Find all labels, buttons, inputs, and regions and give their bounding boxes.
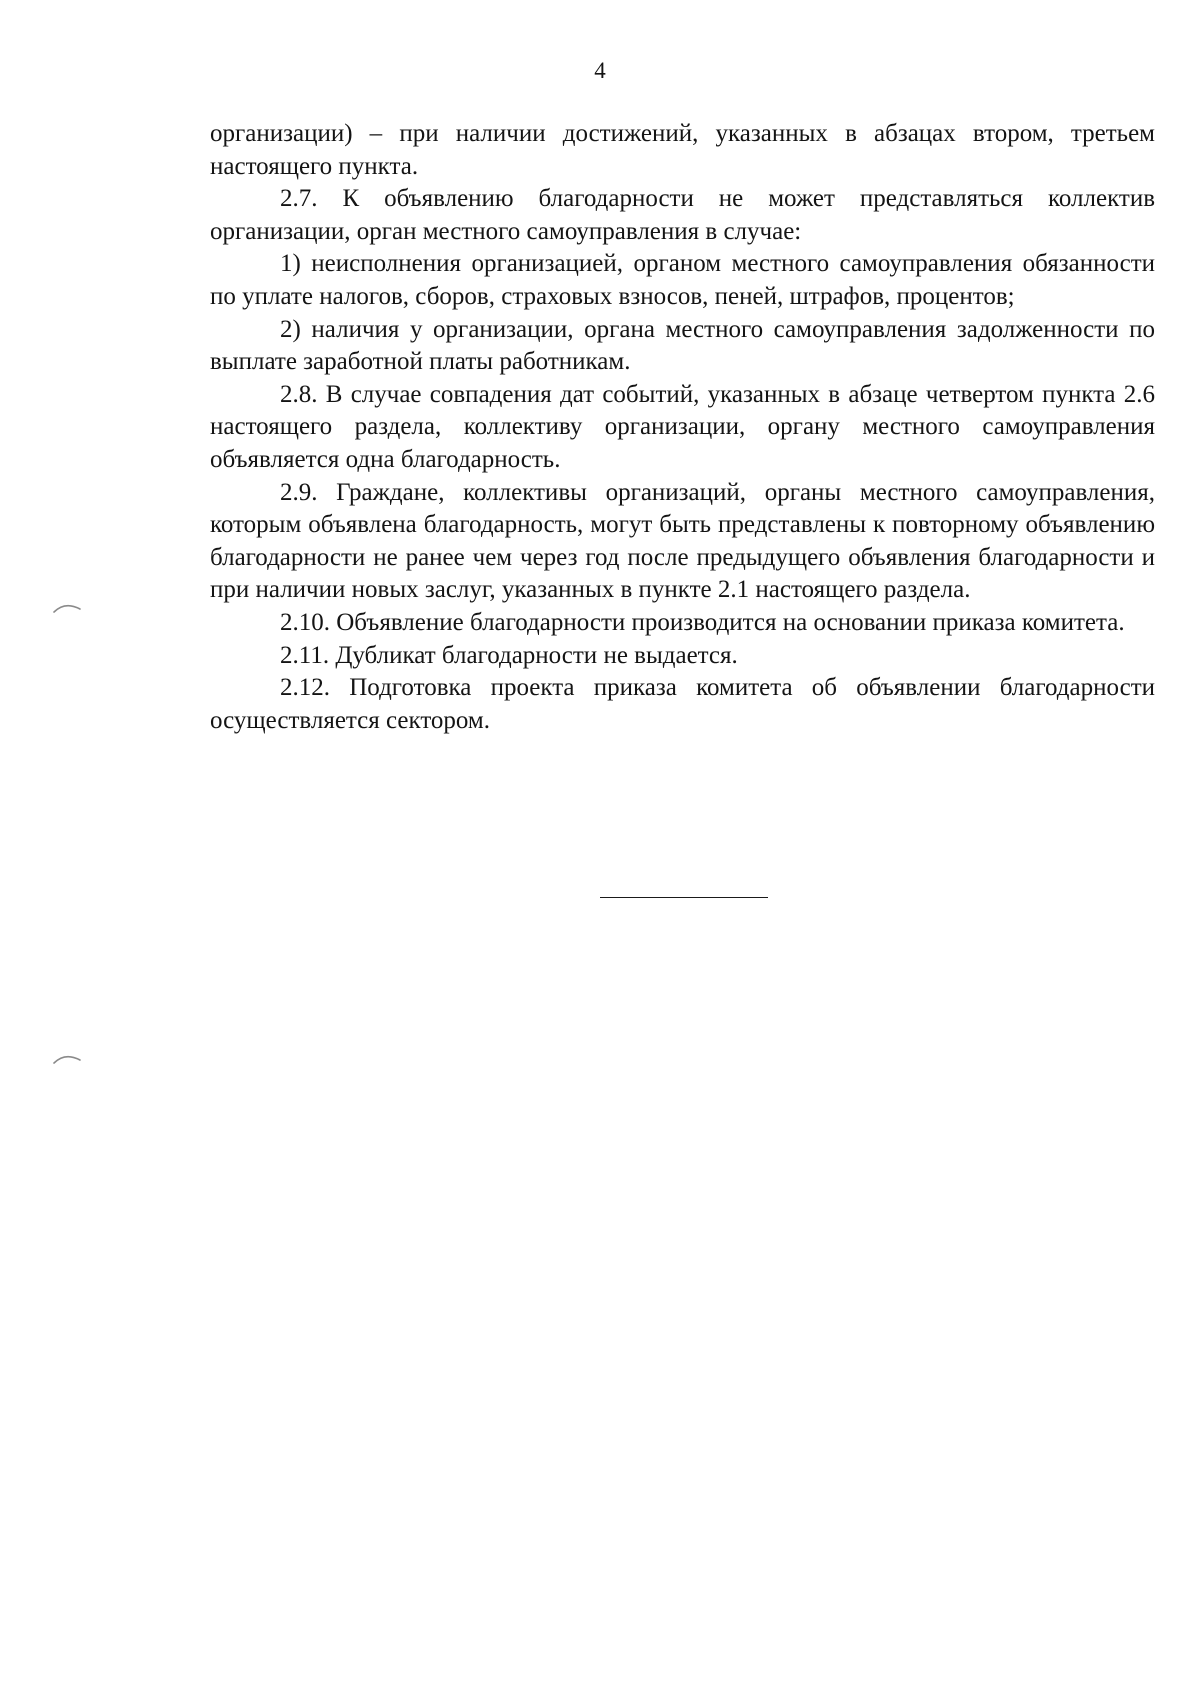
paragraph-continuation: организации) – при наличии достижений, указанных в абзацах втором, третьем настоящего пункта. — [210, 120, 1155, 180]
paragraph-2-7-item-1: 1) неисполнения организацией, органом местного самоуправления обязанности по уплате налогов, сборов, страховых взносов, пеней, штрафов, процентов; — [210, 250, 1155, 310]
document-body — [210, 118, 1155, 737]
end-of-text-rule-icon — [600, 897, 768, 898]
paragraph-2-11: 2.11. Дубликат благодарности не выдается. — [280, 641, 738, 669]
paragraph-2-7-item-2: 2) наличия у организации, органа местного самоуправления задолженности по выплате заработной платы работникам. — [210, 315, 1155, 376]
paragraph-2-9: 2.9. Граждане, коллективы организаций, органы местного самоуправления, которым объявлена благодарность, могут быть представлены к повторному объявлению благодарности не ранее чем через год после предыдущего объявления благодарности и при наличии новых заслуг, указанных в пункте 2.1 настоящего раздела. — [210, 478, 1155, 604]
paragraph-2-12: 2.12. Подготовка проекта приказа комитета об объявлении благодарности осуществляется сектором. — [210, 674, 1155, 734]
punch-hole-mark-icon — [52, 1050, 82, 1066]
punch-hole-mark-icon — [52, 599, 82, 615]
paragraph-2-7: 2.7. К объявлению благодарности не может представляться коллектив организации, орган местного самоуправления в случае: — [210, 185, 1155, 245]
page-number: 4 — [594, 58, 606, 83]
paragraph-2-8: 2.8. В случае совпадения дат событий, указанных в абзаце четвертом пункта 2.6 настоящего раздела, коллективу организации, органу местного самоуправления объявляется одна благодарность. — [210, 380, 1155, 473]
paragraph-2-10: 2.10. Объявление благодарности производится на основании приказа комитета. — [280, 608, 1125, 636]
